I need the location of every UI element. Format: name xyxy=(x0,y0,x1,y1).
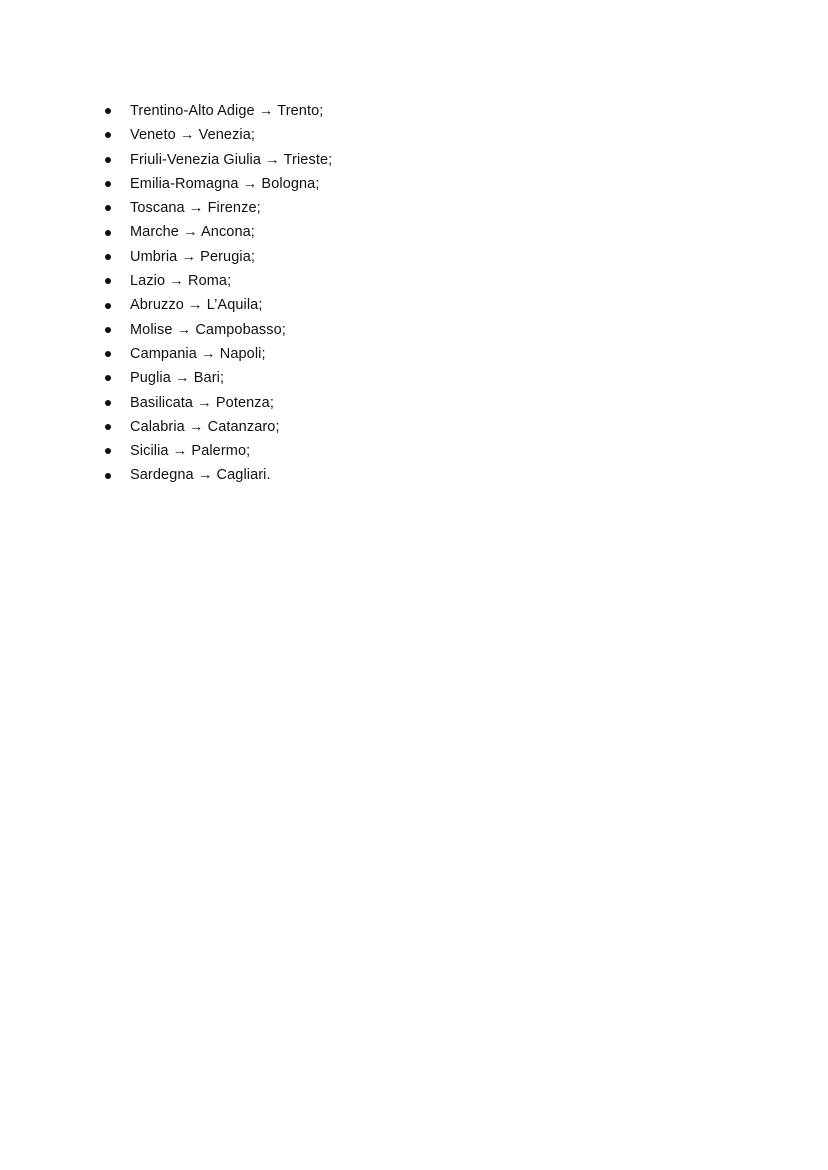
bullet-icon xyxy=(105,327,111,333)
list-item xyxy=(102,342,332,366)
list-item xyxy=(102,269,332,293)
list-item-text: Sicilia → Palermo; xyxy=(130,443,251,460)
bullet-icon xyxy=(105,157,111,163)
bullet-icon xyxy=(105,108,111,114)
bullet-icon xyxy=(105,448,111,454)
list-item-text: Basilicata → Potenza; xyxy=(130,394,274,411)
list-item xyxy=(102,439,332,463)
list-item xyxy=(102,415,332,439)
list-item xyxy=(102,148,332,172)
bullet-icon xyxy=(105,278,111,284)
list-item-text: Abruzzo → L’Aquila; xyxy=(130,297,263,314)
list-item xyxy=(102,99,332,123)
list-item-text: Trentino-Alto Adige → Trento; xyxy=(130,103,324,119)
bullet-icon xyxy=(105,230,111,236)
bullet-icon xyxy=(105,181,111,187)
list-item-text: Calabria → Catanzaro; xyxy=(130,418,280,435)
list-item xyxy=(102,293,332,317)
list-item-text: Sardegna → Cagliari. xyxy=(130,467,271,484)
list-item-text: Marche → Ancona; xyxy=(130,224,255,241)
list-item-text: Emilia-Romagna → Bologna; xyxy=(130,175,320,192)
bullet-icon xyxy=(105,424,111,430)
list-item-text: Toscana → Firenze; xyxy=(130,200,261,217)
list-item-text: Puglia → Bari; xyxy=(130,370,225,387)
list-item xyxy=(102,220,332,244)
list-item-text: Lazio → Roma; xyxy=(130,273,232,290)
bullet-icon xyxy=(105,303,111,309)
bullet-icon xyxy=(105,205,111,211)
bullet-icon xyxy=(105,254,111,260)
bullet-icon xyxy=(105,473,111,479)
bullet-icon xyxy=(105,132,111,138)
bullet-icon xyxy=(105,351,111,357)
list-item xyxy=(102,196,332,220)
bullet-icon xyxy=(105,400,111,406)
region-capital-list xyxy=(102,99,332,488)
list-item-text: Veneto → Venezia; xyxy=(130,127,256,144)
list-item xyxy=(102,366,332,390)
list-item-text: Campania → Napoli; xyxy=(130,345,266,362)
list-item-text: Umbria → Perugia; xyxy=(130,248,255,265)
list-item-text: Molise → Campobasso; xyxy=(130,321,286,338)
bullet-icon xyxy=(105,375,111,381)
list-item xyxy=(102,123,332,147)
list-item xyxy=(102,391,332,415)
list-item xyxy=(102,463,332,487)
list-item xyxy=(102,172,332,196)
list-item-text: Friuli-Venezia Giulia → Trieste; xyxy=(130,151,333,168)
list-item xyxy=(102,245,332,269)
list-item xyxy=(102,318,332,342)
